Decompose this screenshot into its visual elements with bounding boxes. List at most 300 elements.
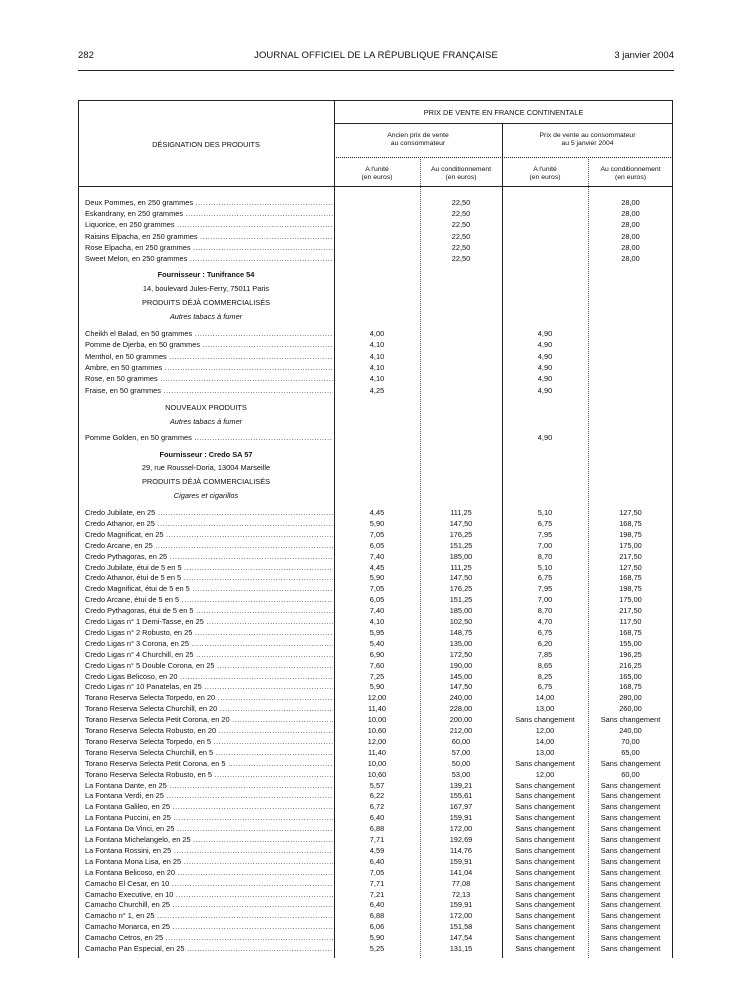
nouveau-prix-unite: 4,90 bbox=[537, 385, 553, 395]
ancien-prix-unite: 4,45 bbox=[369, 562, 385, 572]
unite-header: A l'unité (en euros) bbox=[529, 166, 561, 181]
product-name: Credo Ligas n° 1 Demi-Tasse, en 25 ..... bbox=[85, 616, 333, 627]
table-row bbox=[78, 627, 673, 638]
table-row bbox=[78, 714, 673, 725]
ancien-prix-conditionnement: 151,25 bbox=[449, 595, 473, 605]
ancien-prix-unite: 4,10 bbox=[369, 362, 385, 372]
nouveau-prix-conditionnement: 155,00 bbox=[619, 638, 642, 648]
publication-date: 3 janvier 2004 bbox=[614, 50, 674, 61]
ancien-prix-conditionnement: 50,00 bbox=[451, 758, 471, 768]
nouveau-prix-unite: 7,85 bbox=[537, 649, 553, 659]
ancien-prix-unite: 12,00 bbox=[367, 693, 387, 703]
nouveau-prix-conditionnement: Sans changement bbox=[600, 791, 661, 801]
nouveau-prix-unite: 8,70 bbox=[537, 606, 553, 616]
nouveau-prix-unite: 12,00 bbox=[535, 769, 555, 779]
nouveau-prix-unite: 4,90 bbox=[537, 374, 553, 384]
ancien-prix-conditionnement: 22,50 bbox=[451, 198, 471, 207]
table-row bbox=[78, 769, 673, 780]
product-name: Camacho El Cesar, en 10 ..... bbox=[85, 878, 333, 889]
product-name: Credo Ligas Belicoso, en 20 ..... bbox=[85, 671, 333, 682]
ancien-prix-unite: 7,40 bbox=[369, 606, 385, 616]
ancien-prix-unite: 4,59 bbox=[369, 845, 385, 855]
ancien-prix-conditionnement: 155,61 bbox=[449, 791, 473, 801]
ancien-prix-unite: 4,10 bbox=[369, 351, 385, 361]
product-name: Camacho Cetros, en 25 ..... bbox=[85, 932, 333, 943]
ancien-prix-unite: 7,71 bbox=[369, 835, 385, 844]
nouveau-prix-conditionnement: Sans changement bbox=[600, 889, 661, 899]
product-name: Pomme de Djerba, en 50 grammes ..... bbox=[85, 339, 333, 350]
nouveau-prix-conditionnement: Sans changement bbox=[600, 824, 661, 834]
table-row bbox=[78, 339, 673, 350]
ancien-prix-unite: 10,00 bbox=[367, 758, 387, 768]
nouveau-prix-conditionnement: Sans changement bbox=[600, 922, 661, 932]
nouveau-prix-conditionnement: 117,50 bbox=[619, 617, 642, 626]
ancien-prix-unite: 6,40 bbox=[369, 900, 385, 910]
nouveau-prix-unite: 4,90 bbox=[537, 340, 553, 350]
table-row bbox=[78, 889, 673, 900]
nouveau-prix-conditionnement: 175,00 bbox=[619, 540, 642, 550]
table-row bbox=[78, 638, 673, 649]
product-name: Torano Reserva Selecta Churchill, en 20 ..... bbox=[85, 703, 333, 714]
nouveau-prix-conditionnement: Sans changement bbox=[600, 813, 661, 823]
nouveau-prix-conditionnement: Sans changement bbox=[600, 856, 661, 866]
table-row bbox=[78, 725, 673, 736]
product-name: Credo Arcane, étui de 5 en 5 ..... bbox=[85, 594, 333, 605]
table-row bbox=[78, 507, 673, 518]
ancien-prix-unite: 4,10 bbox=[369, 617, 385, 626]
table-row bbox=[78, 594, 673, 605]
ancien-prix-header: Ancien prix de vente au consommateur bbox=[387, 132, 449, 147]
nouveau-prix-unite: 6,75 bbox=[537, 682, 553, 692]
page-header bbox=[78, 50, 674, 64]
table-row bbox=[78, 681, 673, 692]
ancien-prix-conditionnement: 72,13 bbox=[451, 889, 471, 899]
ancien-prix-conditionnement: 159,91 bbox=[449, 813, 473, 823]
table-row bbox=[78, 660, 673, 671]
ancien-prix-unite: 12,00 bbox=[367, 736, 387, 746]
conditionnement-header: Au conditionnement (en euros) bbox=[430, 166, 492, 181]
nouveau-prix-unite: Sans changement bbox=[515, 802, 575, 812]
product-name: Credo Ligas n° 10 Panatelas, en 25 ..... bbox=[85, 681, 333, 692]
ancien-prix-conditionnement: 172,50 bbox=[449, 649, 473, 659]
nouveau-prix-conditionnement: 70,00 bbox=[621, 736, 640, 746]
ancien-prix-unite: 6,05 bbox=[369, 540, 385, 550]
nouveau-prix-conditionnement: Sans changement bbox=[600, 715, 661, 725]
product-name: Torano Reserva Selecta Robusto, en 20 ..... bbox=[85, 725, 333, 736]
ancien-prix-unite: 7,60 bbox=[369, 660, 385, 670]
product-name: La Fontana Dante, en 25 ..... bbox=[85, 780, 333, 791]
nouveau-prix-unite: 14,00 bbox=[535, 693, 555, 703]
nouveau-prix-conditionnement: 175,00 bbox=[619, 595, 642, 605]
ancien-prix-conditionnement: 159,91 bbox=[449, 856, 473, 866]
ancien-prix-conditionnement: 60,00 bbox=[451, 736, 471, 746]
nouveau-prix-conditionnement: Sans changement bbox=[600, 835, 661, 844]
nouveau-prix-unite: Sans changement bbox=[515, 922, 575, 932]
table-row bbox=[78, 551, 673, 562]
fournisseur-address: 14, boulevard Jules-Ferry, 75011 Paris bbox=[142, 284, 270, 293]
product-name: Credo Pythagoras, en 25 ..... bbox=[85, 551, 333, 562]
ancien-prix-unite: 7,25 bbox=[369, 671, 385, 681]
table-row bbox=[78, 790, 673, 801]
page-number: 282 bbox=[78, 50, 94, 61]
ancien-prix-conditionnement: 57,00 bbox=[451, 747, 471, 757]
nouveau-prix-conditionnement: Sans changement bbox=[600, 944, 661, 953]
nouveau-prix-conditionnement: 28,00 bbox=[621, 254, 640, 263]
product-name: Credo Jubilate, en 25 ..... bbox=[85, 507, 333, 518]
ancien-prix-unite: 5,90 bbox=[369, 682, 385, 692]
ancien-prix-conditionnement: 22,50 bbox=[451, 242, 471, 252]
section-title: PRODUITS DÉJÀ COMMERCIALISÉS bbox=[141, 477, 271, 486]
table-row bbox=[78, 932, 673, 943]
table-row bbox=[78, 351, 673, 362]
ancien-prix-conditionnement: 77,08 bbox=[451, 878, 471, 888]
table-row bbox=[78, 373, 673, 384]
ancien-prix-unite: 6,40 bbox=[369, 856, 385, 866]
ancien-prix-unite: 10,60 bbox=[367, 769, 387, 779]
product-name: Eskandrany, en 250 grammes ..... bbox=[85, 208, 333, 219]
nouveau-prix-unite: Sans changement bbox=[515, 933, 575, 943]
nouveau-prix-unite: 5,10 bbox=[537, 508, 553, 517]
ancien-prix-conditionnement: 200,00 bbox=[449, 715, 473, 725]
section-title: NOUVEAUX PRODUITS bbox=[165, 403, 247, 412]
product-name: Torano Reserva Selecta Petit Corona, en 20 ..... bbox=[85, 714, 333, 725]
nouveau-prix-conditionnement: 28,00 bbox=[621, 209, 640, 219]
nouveau-prix-conditionnement: Sans changement bbox=[600, 900, 661, 910]
table-row bbox=[78, 834, 673, 845]
table-row bbox=[78, 540, 673, 551]
nouveau-prix-unite: Sans changement bbox=[515, 845, 575, 855]
product-name: La Fontana Mona Lisa, en 25 ..... bbox=[85, 856, 333, 867]
ancien-prix-unite: 5,90 bbox=[369, 518, 385, 528]
nouveau-prix-unite: 8,65 bbox=[537, 660, 553, 670]
ancien-prix-unite: 5,90 bbox=[369, 933, 385, 943]
section-title: PRODUITS DÉJÀ COMMERCIALISÉS bbox=[141, 298, 271, 307]
table-row bbox=[78, 856, 673, 867]
nouveau-prix-conditionnement: 168,75 bbox=[619, 573, 642, 583]
nouveau-prix-conditionnement: Sans changement bbox=[600, 845, 661, 855]
product-name: Credo Arcane, en 25 ..... bbox=[85, 540, 333, 551]
nouveau-prix-conditionnement: 260,00 bbox=[619, 704, 642, 714]
ancien-prix-conditionnement: 190,00 bbox=[449, 660, 473, 670]
table-row bbox=[78, 253, 673, 264]
nouveau-prix-unite: 6,75 bbox=[537, 627, 553, 637]
ancien-prix-conditionnement: 148,75 bbox=[449, 627, 473, 637]
nouveau-prix-header: Prix de vente au consommateur au 5 janvier 2004 bbox=[539, 132, 636, 147]
nouveau-prix-conditionnement: 198,75 bbox=[619, 584, 642, 594]
ancien-prix-unite: 7,71 bbox=[369, 878, 385, 888]
ancien-prix-conditionnement: 53,00 bbox=[451, 769, 471, 779]
ancien-prix-conditionnement: 176,25 bbox=[449, 584, 473, 594]
nouveau-prix-unite: Sans changement bbox=[515, 824, 575, 834]
product-name: Torano Reserva Selecta Torpedo, en 20 ..... bbox=[85, 692, 333, 703]
header-divider bbox=[334, 157, 673, 158]
table-row bbox=[78, 692, 673, 703]
table-row bbox=[78, 845, 673, 856]
product-name: Torano Reserva Selecta Robusto, en 5 ..... bbox=[85, 769, 333, 780]
nouveau-prix-conditionnement: Sans changement bbox=[600, 878, 661, 888]
product-name: Torano Reserva Selecta Churchill, en 5 ..... bbox=[85, 747, 333, 758]
ancien-prix-unite: 6,90 bbox=[369, 649, 385, 659]
table-row bbox=[78, 758, 673, 769]
table-row bbox=[78, 518, 673, 529]
table-row bbox=[78, 736, 673, 747]
product-name: Credo Magnificat, étui de 5 en 5 ..... bbox=[85, 583, 333, 594]
nouveau-prix-unite: Sans changement bbox=[515, 758, 575, 768]
ancien-prix-conditionnement: 139,21 bbox=[449, 780, 473, 790]
table-row bbox=[78, 583, 673, 594]
ancien-prix-conditionnement: 228,00 bbox=[449, 704, 473, 714]
nouveau-prix-conditionnement: Sans changement bbox=[600, 758, 661, 768]
product-name: La Fontana Belicoso, en 20 ..... bbox=[85, 867, 333, 878]
ancien-prix-conditionnement: 185,00 bbox=[449, 551, 473, 561]
nouveau-prix-unite: 6,20 bbox=[537, 638, 553, 648]
ancien-prix-conditionnement: 151,58 bbox=[449, 922, 473, 932]
product-name: La Fontana Verdi, en 25 ..... bbox=[85, 790, 333, 801]
nouveau-prix-unite: 4,70 bbox=[537, 617, 553, 626]
ancien-prix-unite: 6,72 bbox=[369, 802, 385, 812]
product-name: Credo Ligas n° 2 Robusto, en 25 ..... bbox=[85, 627, 333, 638]
table-row bbox=[78, 867, 673, 878]
product-name: La Fontana Galileo, en 25 ..... bbox=[85, 801, 333, 812]
nouveau-prix-unite: 4,90 bbox=[537, 362, 553, 372]
table-row bbox=[78, 562, 673, 573]
ancien-prix-conditionnement: 147,50 bbox=[449, 518, 473, 528]
product-name: La Fontana Rossini, en 25 ..... bbox=[85, 845, 333, 856]
product-name: Credo Pythagoras, étui de 5 en 5 ..... bbox=[85, 605, 333, 616]
nouveau-prix-unite: 4,90 bbox=[537, 351, 553, 361]
nouveau-prix-conditionnement: 28,00 bbox=[621, 198, 640, 207]
nouveau-prix-conditionnement: 196,25 bbox=[619, 649, 642, 659]
nouveau-prix-unite: 6,75 bbox=[537, 573, 553, 583]
ancien-prix-unite: 7,05 bbox=[369, 867, 385, 877]
ancien-prix-conditionnement: 147,50 bbox=[449, 573, 473, 583]
table-row bbox=[78, 780, 673, 791]
nouveau-prix-conditionnement: 217,50 bbox=[619, 606, 642, 616]
nouveau-prix-conditionnement: 168,75 bbox=[619, 518, 642, 528]
table-row bbox=[78, 812, 673, 823]
product-name: Pomme Golden, en 50 grammes ..... bbox=[85, 432, 333, 443]
header-bottom-rule bbox=[78, 186, 673, 187]
ancien-prix-conditionnement: 212,00 bbox=[449, 726, 473, 735]
nouveau-prix-conditionnement: 216,25 bbox=[619, 660, 642, 670]
ancien-prix-conditionnement: 102,50 bbox=[449, 617, 473, 626]
ancien-prix-unite: 5,40 bbox=[369, 638, 385, 648]
product-name: Rose, en 50 grammes ..... bbox=[85, 373, 333, 384]
nouveau-prix-unite: 7,95 bbox=[537, 584, 553, 594]
ancien-prix-conditionnement: 22,50 bbox=[451, 254, 471, 263]
table-row bbox=[78, 921, 673, 932]
designation-header: DÉSIGNATION DES PRODUITS bbox=[152, 140, 260, 149]
ancien-prix-unite: 10,60 bbox=[367, 726, 387, 735]
ancien-prix-unite: 7,40 bbox=[369, 551, 385, 561]
nouveau-prix-unite: Sans changement bbox=[515, 878, 575, 888]
ancien-prix-unite: 7,05 bbox=[369, 584, 385, 594]
ancien-prix-conditionnement: 172,00 bbox=[449, 824, 473, 834]
nouveau-prix-conditionnement: 198,75 bbox=[619, 529, 642, 539]
ancien-prix-unite: 4,10 bbox=[369, 340, 385, 350]
nouveau-prix-conditionnement: 280,00 bbox=[619, 693, 642, 703]
ancien-prix-conditionnement: 22,50 bbox=[451, 209, 471, 219]
header-rule bbox=[78, 70, 674, 71]
nouveau-prix-unite: 8,25 bbox=[537, 671, 553, 681]
product-name: Cheikh el Balad, en 50 grammes ..... bbox=[85, 328, 333, 339]
prix-vente-header: PRIX DE VENTE EN FRANCE CONTINENTALE bbox=[423, 108, 584, 117]
nouveau-prix-unite: Sans changement bbox=[515, 911, 575, 921]
ancien-prix-unite: 4,45 bbox=[369, 508, 385, 517]
product-name: Credo Jubilate, étui de 5 en 5 ..... bbox=[85, 562, 333, 573]
table-row bbox=[78, 943, 673, 954]
ancien-prix-unite: 4,10 bbox=[369, 374, 385, 384]
table-row bbox=[78, 242, 673, 253]
nouveau-prix-unite: 13,00 bbox=[535, 704, 555, 714]
product-name: Credo Athanor, en 25 ..... bbox=[85, 518, 333, 529]
ancien-prix-conditionnement: 135,00 bbox=[449, 638, 473, 648]
product-name: Sweet Melon, en 250 grammes ..... bbox=[85, 253, 333, 264]
section-subtitle: Autres tabacs à fumer bbox=[169, 417, 243, 426]
ancien-prix-unite: 11,40 bbox=[368, 747, 386, 757]
nouveau-prix-conditionnement: Sans changement bbox=[600, 933, 661, 943]
product-name: La Fontana Puccini, en 25 ..... bbox=[85, 812, 333, 823]
nouveau-prix-unite: Sans changement bbox=[515, 856, 575, 866]
table-row bbox=[78, 605, 673, 616]
ancien-prix-conditionnement: 240,00 bbox=[449, 693, 473, 703]
ancien-prix-unite: 7,21 bbox=[369, 889, 385, 899]
product-name: Raisins Elpacha, en 250 grammes ..... bbox=[85, 231, 333, 242]
ancien-prix-unite: 5,25 bbox=[369, 944, 385, 953]
table-row bbox=[78, 649, 673, 660]
nouveau-prix-conditionnement: 127,50 bbox=[619, 562, 642, 572]
ancien-prix-unite: 6,88 bbox=[369, 911, 385, 921]
nouveau-prix-unite: 7,00 bbox=[537, 540, 553, 550]
product-name: Deux Pommes, en 250 grammes ..... bbox=[85, 197, 333, 208]
product-name: Fraise, en 50 grammes ..... bbox=[85, 385, 333, 396]
fournisseur-address: 29, rue Roussel-Doria, 13004 Marseille bbox=[141, 463, 271, 472]
ancien-prix-conditionnement: 22,50 bbox=[451, 220, 471, 230]
header-divider bbox=[334, 123, 673, 124]
ancien-prix-conditionnement: 147,54 bbox=[449, 933, 473, 943]
ancien-prix-conditionnement: 114,76 bbox=[449, 845, 473, 855]
ancien-prix-unite: 6,05 bbox=[369, 595, 385, 605]
ancien-prix-conditionnement: 111,25 bbox=[450, 508, 472, 517]
product-name: Ambre, en 50 grammes ..... bbox=[85, 362, 333, 373]
nouveau-prix-unite: 4,90 bbox=[537, 433, 553, 442]
product-name: La Fontana Da Vinci, en 25 ..... bbox=[85, 823, 333, 834]
ancien-prix-conditionnement: 192,69 bbox=[449, 835, 473, 844]
unite-header: A l'unité (en euros) bbox=[361, 166, 393, 181]
nouveau-prix-unite: Sans changement bbox=[515, 715, 575, 725]
product-name: Camacho Pan Especial, en 25 ..... bbox=[85, 943, 333, 954]
ancien-prix-unite: 10,00 bbox=[367, 715, 387, 725]
nouveau-prix-conditionnement: 168,75 bbox=[619, 627, 642, 637]
nouveau-prix-unite: 5,10 bbox=[537, 562, 553, 572]
nouveau-prix-unite: Sans changement bbox=[515, 889, 575, 899]
fournisseur-title: Fournisseur : Credo SA 57 bbox=[159, 450, 253, 459]
nouveau-prix-conditionnement: 28,00 bbox=[621, 231, 640, 241]
table-row bbox=[78, 362, 673, 373]
ancien-prix-unite: 6,06 bbox=[369, 922, 385, 932]
ancien-prix-unite: 7,05 bbox=[369, 529, 385, 539]
table-row bbox=[78, 671, 673, 682]
table-row bbox=[78, 219, 673, 230]
table-row bbox=[78, 747, 673, 758]
ancien-prix-conditionnement: 172,00 bbox=[449, 911, 473, 921]
price-table bbox=[78, 100, 673, 958]
product-name: Camacho Monarca, en 25 ..... bbox=[85, 921, 333, 932]
ancien-prix-conditionnement: 185,00 bbox=[449, 606, 473, 616]
table-row bbox=[78, 616, 673, 627]
journal-title: JOURNAL OFFICIEL DE LA RÉPUBLIQUE FRANÇAISE bbox=[254, 50, 498, 61]
ancien-prix-conditionnement: 167,97 bbox=[449, 802, 473, 812]
table-row bbox=[78, 197, 673, 208]
section-subtitle: Autres tabacs à fumer bbox=[169, 312, 243, 321]
product-name: Credo Ligas n° 5 Double Corona, en 25 ..... bbox=[85, 660, 333, 671]
nouveau-prix-conditionnement: 165,00 bbox=[619, 671, 642, 681]
nouveau-prix-conditionnement: 28,00 bbox=[621, 242, 640, 252]
table-row bbox=[78, 910, 673, 921]
product-name: La Fontana Michelangelo, en 25 ..... bbox=[85, 834, 333, 845]
table-row bbox=[78, 231, 673, 242]
product-name: Credo Athanor, étui de 5 en 5 ..... bbox=[85, 572, 333, 583]
ancien-prix-unite: 6,40 bbox=[369, 813, 385, 823]
table-row bbox=[78, 878, 673, 889]
nouveau-prix-unite: Sans changement bbox=[515, 867, 575, 877]
ancien-prix-unite: 6,22 bbox=[369, 791, 385, 801]
table-row bbox=[78, 328, 673, 339]
ancien-prix-unite: 11,40 bbox=[368, 704, 386, 714]
ancien-prix-conditionnement: 111,25 bbox=[450, 562, 472, 572]
fournisseur-title: Fournisseur : Tunifrance 54 bbox=[157, 270, 255, 279]
nouveau-prix-conditionnement: 60,00 bbox=[621, 769, 640, 779]
nouveau-prix-unite: 14,00 bbox=[535, 736, 555, 746]
nouveau-prix-unite: 8,70 bbox=[537, 551, 553, 561]
nouveau-prix-conditionnement: Sans changement bbox=[600, 867, 661, 877]
product-name: Rose Elpacha, en 250 grammes ..... bbox=[85, 242, 333, 253]
product-name: Camacho Executive, en 10 ..... bbox=[85, 889, 333, 900]
table-row bbox=[78, 208, 673, 219]
nouveau-prix-unite: Sans changement bbox=[515, 813, 575, 823]
section-subtitle: Cigares et cigarillos bbox=[173, 491, 239, 500]
product-name: Camacho n° 1, en 25 ..... bbox=[85, 910, 333, 921]
product-name: Credo Magnificat, en 25 ..... bbox=[85, 529, 333, 540]
product-name: Credo Ligas n° 3 Corona, en 25 ..... bbox=[85, 638, 333, 649]
nouveau-prix-conditionnement: 168,75 bbox=[619, 682, 642, 692]
product-name: Torano Reserva Selecta Torpedo, en 5 ..... bbox=[85, 736, 333, 747]
table-row bbox=[78, 703, 673, 714]
table-row bbox=[78, 572, 673, 583]
ancien-prix-unite: 6,88 bbox=[369, 824, 385, 834]
table-row bbox=[78, 529, 673, 540]
nouveau-prix-conditionnement: 28,00 bbox=[621, 220, 640, 230]
ancien-prix-conditionnement: 176,25 bbox=[449, 529, 473, 539]
nouveau-prix-unite: 13,00 bbox=[535, 747, 555, 757]
product-name: Camacho Churchill, en 25 ..... bbox=[85, 899, 333, 910]
ancien-prix-conditionnement: 151,25 bbox=[449, 540, 473, 550]
nouveau-prix-unite: 12,00 bbox=[535, 726, 555, 735]
product-name: Liquorice, en 250 grammes ..... bbox=[85, 219, 333, 230]
nouveau-prix-unite: 7,00 bbox=[537, 595, 553, 605]
nouveau-prix-conditionnement: 217,50 bbox=[619, 551, 642, 561]
ancien-prix-unite: 4,00 bbox=[369, 329, 385, 338]
table-row bbox=[78, 432, 673, 443]
ancien-prix-conditionnement: 147,50 bbox=[449, 682, 473, 692]
nouveau-prix-unite: Sans changement bbox=[515, 900, 575, 910]
product-name: Menthol, en 50 grammes ..... bbox=[85, 351, 333, 362]
nouveau-prix-conditionnement: Sans changement bbox=[600, 780, 661, 790]
product-name: Credo Ligas n° 4 Churchill, en 25 ..... bbox=[85, 649, 333, 660]
ancien-prix-conditionnement: 141,04 bbox=[449, 867, 473, 877]
nouveau-prix-unite: 6,75 bbox=[537, 518, 553, 528]
table-row bbox=[78, 823, 673, 834]
